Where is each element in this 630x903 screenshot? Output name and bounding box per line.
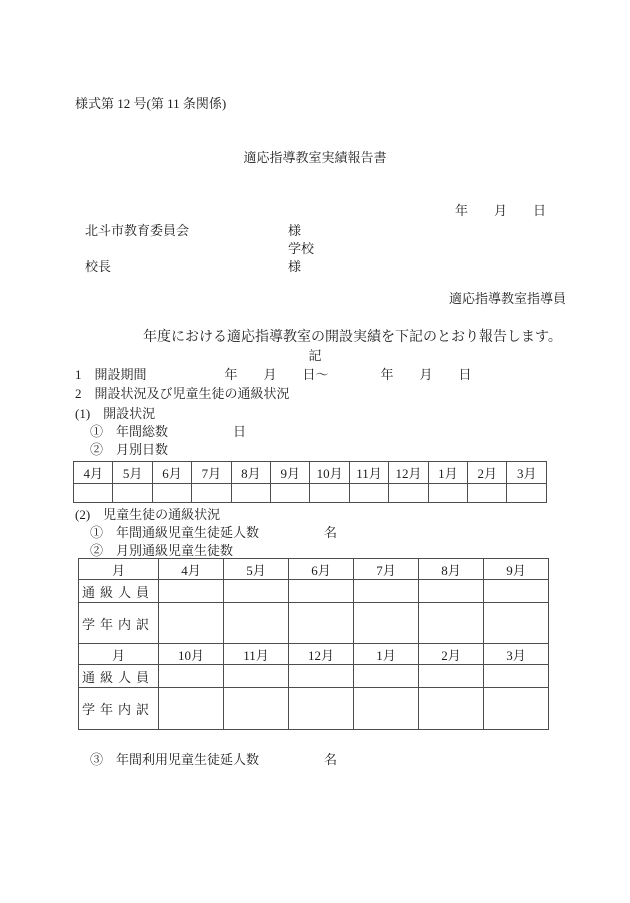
grade-breakdown-cell [484,603,549,644]
grade-breakdown-row-label: 学年内訳 [79,688,159,730]
recipient-school-label: 学校 [288,241,315,256]
day-count-cell [389,484,428,503]
day-count-cell [271,484,310,503]
section-student-status-label: (2) 児童生徒の通級状況 [75,507,221,522]
month-header-cell: 10月 [159,644,224,665]
section-opening-status-label: (1) 開設状況 [75,406,156,421]
attendance-count-cell [484,580,549,603]
month-header-cell: 11月 [349,462,388,484]
month-header-cell: 4月 [74,462,113,484]
month-header-cell: 2月 [468,462,507,484]
monthly-students-table [78,558,549,730]
month-header-cell: 1月 [428,462,467,484]
attendance-count-cell [419,665,484,688]
month-header-cell: 12月 [389,462,428,484]
grade-breakdown-cell [224,603,289,644]
item-opening-period: 1 開設期間 年 月 日～ 年 月 日 [75,367,472,382]
month-header-cell: 3月 [484,644,549,665]
attendance-row-label: 通級人員 [79,665,159,688]
monthly-days-label: ② 月別日数 [90,442,169,457]
grade-breakdown-cell [289,688,354,730]
month-header-cell: 6月 [289,559,354,580]
month-header-cell: 9月 [271,462,310,484]
grade-breakdown-cell [484,688,549,730]
grade-breakdown-cell [289,603,354,644]
attendance-count-cell [159,580,224,603]
month-corner-cell: 月 [79,559,159,580]
grade-breakdown-cell [224,688,289,730]
grade-breakdown-row-1 [79,603,549,644]
monthly-days-table [73,461,547,503]
day-count-cell [507,484,547,503]
day-count-cell [428,484,467,503]
month-header-cell: 8月 [419,559,484,580]
document-title: 適応指導教室実績報告書 [243,150,387,165]
attendance-count-cell [484,665,549,688]
month-header-cell: 5月 [113,462,152,484]
grade-breakdown-cell [159,688,224,730]
attendance-count-cell [354,580,419,603]
attendance-count-cell [289,580,354,603]
recipient-board-name: 北斗市教育委員会 [85,223,190,238]
annual-usage-total-line: ③ 年間利用児童生徒延人数 名 [90,752,338,767]
grade-breakdown-row-label: 学年内訳 [79,603,159,644]
day-count-cell [113,484,152,503]
day-count-cell [152,484,191,503]
attendance-row-1 [79,580,549,603]
recipient-principal-honorific: 様 [288,259,302,274]
report-sentence: 年度における適応指導教室の開設実績を下記のとおり報告します。 [143,330,562,345]
month-header-cell: 11月 [224,644,289,665]
students-month-header-row-1 [79,559,549,580]
item-opening-status: 2 開設状況及び児童生徒の通級状況 [75,386,290,401]
attendance-count-cell [159,665,224,688]
students-month-header-row-2 [79,644,549,665]
month-header-cell: 2月 [419,644,484,665]
attendance-count-cell [224,665,289,688]
monthly-days-value-row [74,484,547,503]
day-count-cell [349,484,388,503]
month-header-cell: 10月 [310,462,349,484]
month-header-cell: 7月 [192,462,231,484]
sender-title: 適応指導教室指導員 [448,291,566,306]
day-count-cell [231,484,270,503]
day-count-cell [310,484,349,503]
monthly-students-label: ② 月別通級児童生徒数 [90,543,234,558]
annual-student-total-line: ① 年間通級児童生徒延人数 名 [90,525,338,540]
grade-breakdown-cell [419,688,484,730]
attendance-count-cell [419,580,484,603]
month-header-cell: 3月 [507,462,547,484]
grade-breakdown-cell [419,603,484,644]
recipient-principal-label: 校長 [85,259,112,274]
monthly-days-header-row [74,462,547,484]
attendance-count-cell [289,665,354,688]
annual-total-days-line: ① 年間総数 日 [90,424,247,439]
grade-breakdown-cell [159,603,224,644]
attendance-row-label: 通級人員 [79,580,159,603]
month-corner-cell: 月 [79,644,159,665]
date-line: 年 月 日 [454,203,546,218]
attendance-count-cell [354,665,419,688]
day-count-cell [468,484,507,503]
month-header-cell: 9月 [484,559,549,580]
attendance-row-2 [79,665,549,688]
grade-breakdown-cell [354,688,419,730]
month-header-cell: 6月 [152,462,191,484]
month-header-cell: 1月 [354,644,419,665]
month-header-cell: 12月 [289,644,354,665]
month-header-cell: 8月 [231,462,270,484]
record-mark: 記 [308,348,322,363]
day-count-cell [74,484,113,503]
attendance-count-cell [224,580,289,603]
grade-breakdown-row-2 [79,688,549,730]
day-count-cell [192,484,231,503]
month-header-cell: 7月 [354,559,419,580]
month-header-cell: 5月 [224,559,289,580]
grade-breakdown-cell [354,603,419,644]
form-number-label: 様式第 12 号(第 11 条関係) [75,96,227,111]
month-header-cell: 4月 [159,559,224,580]
recipient-board-honorific: 様 [288,223,302,238]
